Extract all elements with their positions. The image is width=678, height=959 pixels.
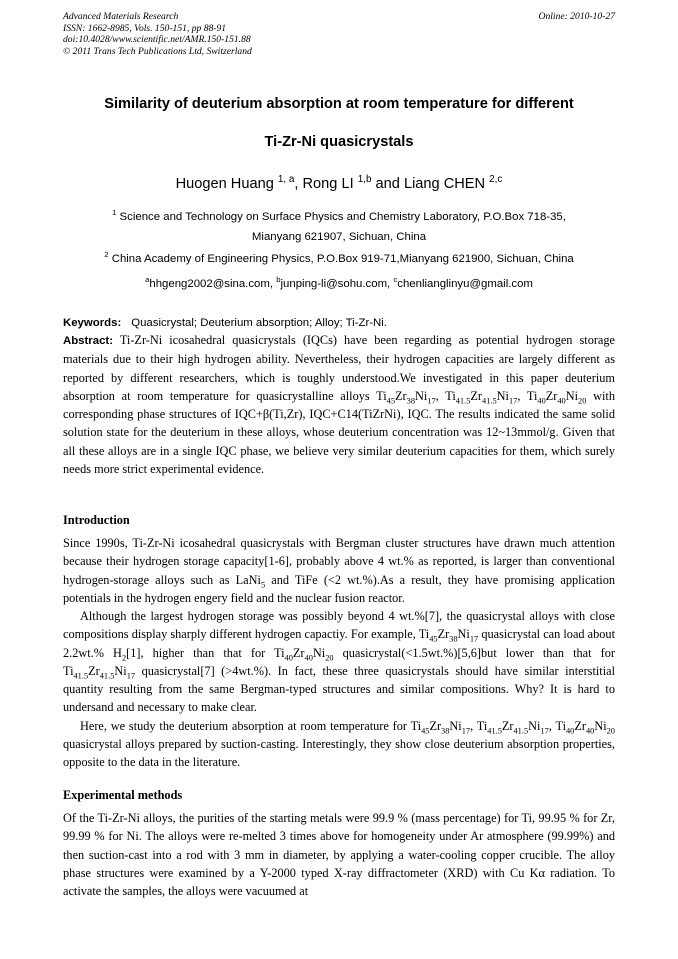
alloy-formula: $Ti_{45}Zr_{38}Ni_{17}$	[410, 718, 471, 735]
alloy-formula: $Ti_{41.5}Zr_{41.5}Ni_{17}$	[445, 388, 518, 406]
affiliation-1-number: 1	[112, 208, 117, 218]
affiliation-1-line2: Mianyang 621907, Sichuan, China	[251, 231, 427, 243]
author-1-affil: 1, a	[277, 174, 295, 186]
issn-line: ISSN: 1662-8985, Vols. 150-151, pp 88-91	[63, 22, 227, 34]
email-c-marker: c	[393, 275, 398, 285]
email-b-marker: b	[276, 275, 281, 285]
author-2-affil: 1,b	[357, 174, 372, 186]
abstract-text: Ti-Zr-Ni icosahedral quasicrystals (IQCs) have been regarding as potential hydrogen storage materials due to their high hydrogen ability. Nevertheless, their hydrogen capacities are largely different as reported by different researchers, which is toughly understood.We investigated in this paper deuterium absorption at room temperature for quasicrystalline alloys	[63, 333, 616, 403]
separator: ,	[517, 388, 527, 403]
email-line	[63, 274, 615, 294]
online-date: Online: 2010-10-27	[538, 11, 615, 22]
paper-title-line1: Similarity of deuterium absorption at room temperature for different	[104, 96, 574, 112]
keywords-label: Keywords:	[63, 317, 122, 329]
introduction-body	[63, 534, 615, 771]
intro-paragraph-2: Although the largest hydrogen storage was possibly beyond 4 wt.%[7], the quasicrystal alloys with close compositions display sharply different hydrogen capactiy. For example, $Ti_{45}Zr_{38}Ni_{17}$ quasicrystal can load about 2.2wt.% $H_2[1]$, higher than that for $Ti_{40}Zr_{40}Ni_{20}$ quasicrystal(<1.5wt.%)[5,6]but lower than that for $Ti_{41.5}Zr_{41.5}Ni_{17}$ quasicrystal[7] (>4wt.%). In fact, these three quasicrystals should have similar interstitial quantity resulting from the same Bergman-typed structures and similar compositions. Why? It is hard to undersand and necessary to make clear.	[63, 609, 615, 715]
introduction-heading: Introduction	[63, 513, 130, 527]
email-a-marker: a	[145, 275, 150, 285]
affiliation-2	[63, 249, 615, 269]
author-list	[63, 176, 615, 192]
abstract	[63, 331, 615, 478]
alloy-formula: $Ti_{40}Zr_{40}Ni_{20}$	[274, 645, 334, 662]
alloy-formula: $Ti_{41.5}Zr_{41.5}Ni_{17}$	[63, 663, 136, 681]
author-separator: ,	[294, 176, 303, 192]
alloy-formula: $Ti_{40}Zr_{40}Ni_{20}$	[526, 388, 587, 406]
methods-heading: Experimental methods	[63, 788, 183, 802]
keywords-text: Quasicrystal; Deuterium absorption; Alloy; Ti-Zr-Ni.	[131, 317, 387, 329]
email-b: junping-li@sohu.com,	[280, 278, 394, 290]
affiliation-1	[63, 207, 615, 247]
alloy-formula: $Ti_{41.5}Zr_{41.5}Ni_{17}$	[476, 718, 549, 735]
alloy-formula: $Ti_{40}Zr_{40}Ni_{20}$	[555, 718, 615, 735]
abstract-text-continued: with corresponding phase structures of IQC+β(Ti,Zr), IQC+C14(TiZrNi), IQC. The results indicated the same solid solution state for the deuterium in these alloys, whose deuterium concentration was 12~13mmol/g. Given that all these alloys are in a single IQC phase, we believe very similar deuterium capacities for them, which surely needs more strict experimental evidence.	[63, 388, 615, 476]
author-3-affil: 2,c	[489, 174, 503, 186]
affiliation-2-text: China Academy of Engineering Physics, P.O.Box 919-71,Mianyang 621900, Sichuan, China	[111, 253, 574, 265]
alloy-formula: $Ti_{45}Zr_{38}Ni_{17}$	[376, 388, 436, 406]
separator: ,	[435, 388, 446, 403]
abstract-label: Abstract:	[63, 335, 114, 347]
affiliation-1-line1: Science and Technology on Surface Physics and Chemistry Laboratory, P.O.Box 718-35,	[119, 211, 566, 223]
email-a: hhgeng2002@sina.com,	[149, 278, 277, 290]
affiliation-2-number: 2	[104, 250, 109, 260]
doi-line: doi:10.4028/www.scientific.net/AMR.150-151.88	[63, 34, 251, 45]
author-2: Rong LI	[302, 176, 354, 192]
journal-name: Advanced Materials Research	[63, 11, 179, 22]
copyright-line: © 2011 Trans Tech Publications Ltd, Switzerland	[63, 45, 252, 57]
paper-title-line2: Ti-Zr-Ni quasicrystals	[264, 134, 414, 150]
intro-paragraph-1: Since 1990s, Ti-Zr-Ni icosahedral quasicrystals with Bergman cluster structures have drawn much attention because their hydrogen storage capacity[1-6], probably above 4 wt.% as reported, is larger than conventional hydrogen-storage alloys such as LaNi$_5$ and TiFe (<2 wt.%).As a result, they have promising application potentials in the hydrogen engery field and the nuclear fusion reactor.	[63, 536, 616, 605]
keywords	[63, 317, 615, 329]
methods-body: Of the Ti-Zr-Ni alloys, the purities of the starting metals were 99.9 % (mass percentage) for Ti, 99.95 % for Zr, 99.99 % for Ni. The alloys were re-melted 3 times above for homogeneity under Ar atmosphere (99.99%) and then suction-cast into a rod with 3 mm in diameter, by applying a water-cooling copper crucible. The alloy phase structures were examined by a Y-2000 typed X-ray diffractometer (XRD) with Cu Kα radiation. To activate the samples, the alloys were vacuumed at	[63, 811, 615, 898]
author-3: Liang CHEN	[403, 176, 486, 192]
author-separator: and	[371, 176, 404, 192]
email-c: chenlianglinyu@gmail.com	[397, 278, 533, 290]
alloy-formula: $Ti_{45}Zr_{38}Ni_{17}$	[418, 627, 479, 644]
journal-header	[63, 11, 615, 57]
author-1: Huogen Huang	[175, 176, 274, 192]
intro-paragraph-3: Here, we study the deuterium absorption at room temperature for $Ti_{45}Zr_{38}Ni_{17}$, $Ti_{41.5}Zr_{41.5}Ni_{17}$, $Ti_{40}Zr_{40}Ni_{20}$ quasicrystal alloys prepared by suction-casting. Interestingly, they show close deuterium absorption properties, opposite to the data in the literature.	[63, 718, 615, 769]
